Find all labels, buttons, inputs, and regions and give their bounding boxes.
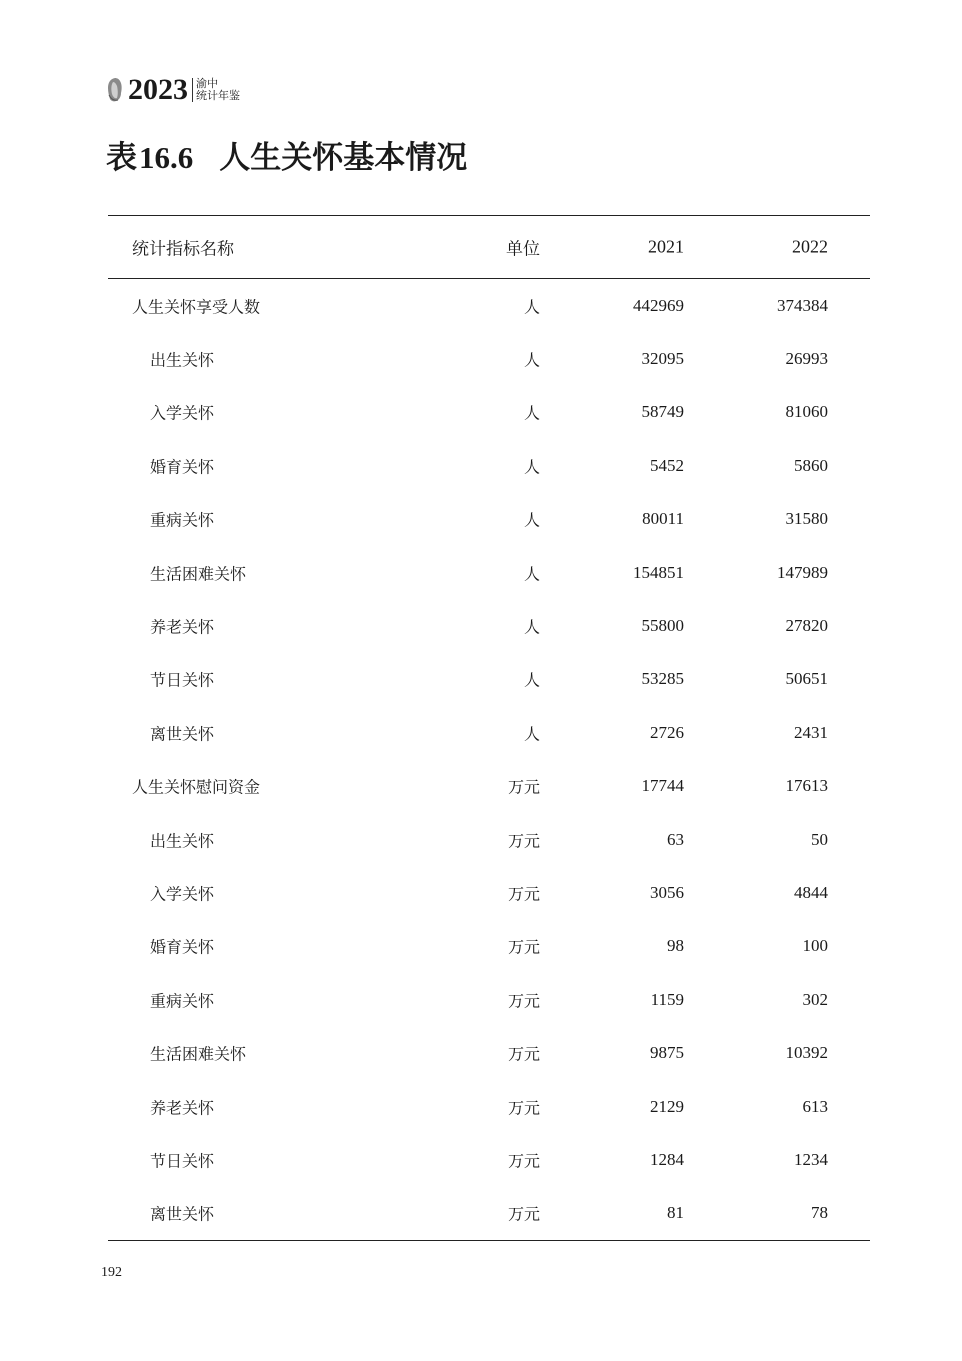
row-name: 重病关怀	[150, 991, 215, 1011]
row-unit: 万元	[507, 937, 540, 957]
row-value-2021: 98	[667, 936, 684, 956]
table-title-text: 人生关怀基本情况	[219, 140, 468, 176]
row-unit: 人	[523, 564, 540, 584]
table-title-prefix: 表	[106, 140, 137, 176]
row-unit: 万元	[507, 991, 540, 1011]
row-name: 节日关怀	[150, 670, 215, 690]
table-body	[108, 279, 870, 1240]
row-value-2021: 2726	[650, 722, 684, 742]
row-unit: 万元	[507, 1098, 540, 1118]
header-subtitle	[196, 78, 240, 102]
row-value-2021: 2129	[650, 1096, 684, 1116]
row-value-2021: 32095	[641, 349, 684, 369]
row-unit: 人	[523, 297, 540, 317]
table-row	[108, 973, 870, 1026]
header-subtitle-line1: 渝中	[196, 77, 218, 90]
row-value-2021: 63	[667, 829, 684, 849]
row-unit: 人	[523, 457, 540, 477]
row-unit: 人	[523, 350, 540, 370]
column-header-2021: 2021	[648, 236, 684, 257]
row-value-2021: 81	[667, 1203, 684, 1223]
row-value-2021: 17744	[641, 776, 684, 796]
row-unit: 万元	[507, 1204, 540, 1224]
table-title-number: 16.6	[139, 140, 194, 175]
table-row	[108, 546, 870, 599]
table-row	[108, 1133, 870, 1186]
table-bottom-rule	[108, 1240, 870, 1241]
table-row	[108, 599, 870, 652]
table-row	[108, 493, 870, 546]
row-name: 人生关怀慰问资金	[132, 777, 261, 797]
yearbook-header	[106, 74, 240, 106]
row-value-2022: 2431	[794, 722, 828, 742]
row-value-2021: 1159	[650, 989, 684, 1009]
row-unit: 万元	[507, 884, 540, 904]
row-value-2022: 302	[802, 989, 828, 1009]
row-unit: 人	[523, 510, 540, 530]
row-name: 重病关怀	[150, 510, 215, 530]
table-row	[108, 1187, 870, 1240]
header-divider	[192, 78, 193, 102]
table-header-row	[108, 216, 870, 278]
row-unit: 万元	[507, 1044, 540, 1064]
row-name: 人生关怀享受人数	[132, 297, 261, 317]
row-value-2021: 53285	[641, 669, 684, 689]
table-row	[108, 760, 870, 813]
table-row	[108, 386, 870, 439]
row-name: 生活困难关怀	[150, 564, 247, 584]
row-name: 生活困难关怀	[150, 1044, 247, 1064]
row-value-2022: 613	[802, 1096, 828, 1116]
row-value-2021: 3056	[650, 882, 684, 902]
row-value-2022: 374384	[777, 295, 828, 315]
row-unit: 人	[523, 403, 540, 423]
row-value-2022: 100	[802, 936, 828, 956]
row-unit: 人	[523, 670, 540, 690]
row-unit: 万元	[507, 1151, 540, 1171]
row-unit: 万元	[507, 777, 540, 797]
table-row	[108, 1026, 870, 1079]
row-value-2021: 55800	[641, 616, 684, 636]
row-value-2022: 27820	[785, 616, 828, 636]
row-name: 离世关怀	[150, 1204, 215, 1224]
table-row	[108, 866, 870, 919]
row-unit: 人	[523, 617, 540, 637]
table-row	[108, 706, 870, 759]
row-value-2021: 442969	[633, 295, 684, 315]
yearbook-logo-icon	[106, 77, 124, 103]
row-name: 节日关怀	[150, 1151, 215, 1171]
header-year: 2023	[128, 73, 188, 106]
row-name: 养老关怀	[150, 1098, 215, 1118]
table-title	[106, 138, 467, 178]
table-row	[108, 332, 870, 385]
row-value-2021: 9875	[650, 1043, 684, 1063]
row-value-2022: 31580	[785, 509, 828, 529]
row-value-2022: 78	[811, 1203, 828, 1223]
row-value-2021: 154851	[633, 562, 684, 582]
table-row	[108, 920, 870, 973]
row-value-2022: 10392	[785, 1043, 828, 1063]
statistics-table	[108, 215, 870, 1241]
row-value-2022: 81060	[785, 402, 828, 422]
row-unit: 人	[523, 724, 540, 744]
row-name: 婚育关怀	[150, 937, 215, 957]
column-header-2022: 2022	[792, 236, 828, 257]
row-value-2021: 5452	[650, 455, 684, 475]
column-header-unit: 单位	[506, 239, 540, 260]
table-row	[108, 813, 870, 866]
row-value-2022: 1234	[794, 1149, 828, 1169]
row-name: 入学关怀	[150, 403, 215, 423]
row-name: 出生关怀	[150, 350, 215, 370]
table-row	[108, 653, 870, 706]
table-row	[108, 279, 870, 332]
row-unit: 万元	[507, 831, 540, 851]
row-value-2022: 5860	[794, 455, 828, 475]
row-value-2022: 50651	[785, 669, 828, 689]
row-name: 入学关怀	[150, 884, 215, 904]
table-row	[108, 1080, 870, 1133]
row-value-2021: 80011	[642, 509, 684, 529]
row-value-2021: 1284	[650, 1149, 684, 1169]
table-row	[108, 439, 870, 492]
row-value-2022: 50	[811, 829, 828, 849]
row-name: 出生关怀	[150, 831, 215, 851]
row-name: 离世关怀	[150, 724, 215, 744]
row-value-2022: 147989	[777, 562, 828, 582]
header-subtitle-line2: 统计年鉴	[196, 89, 240, 102]
row-value-2021: 58749	[641, 402, 684, 422]
column-header-name: 统计指标名称	[132, 239, 234, 260]
row-value-2022: 26993	[785, 349, 828, 369]
page-number: 192	[101, 1265, 122, 1280]
row-value-2022: 4844	[794, 882, 828, 902]
row-name: 婚育关怀	[150, 457, 215, 477]
row-name: 养老关怀	[150, 617, 215, 637]
row-value-2022: 17613	[785, 776, 828, 796]
